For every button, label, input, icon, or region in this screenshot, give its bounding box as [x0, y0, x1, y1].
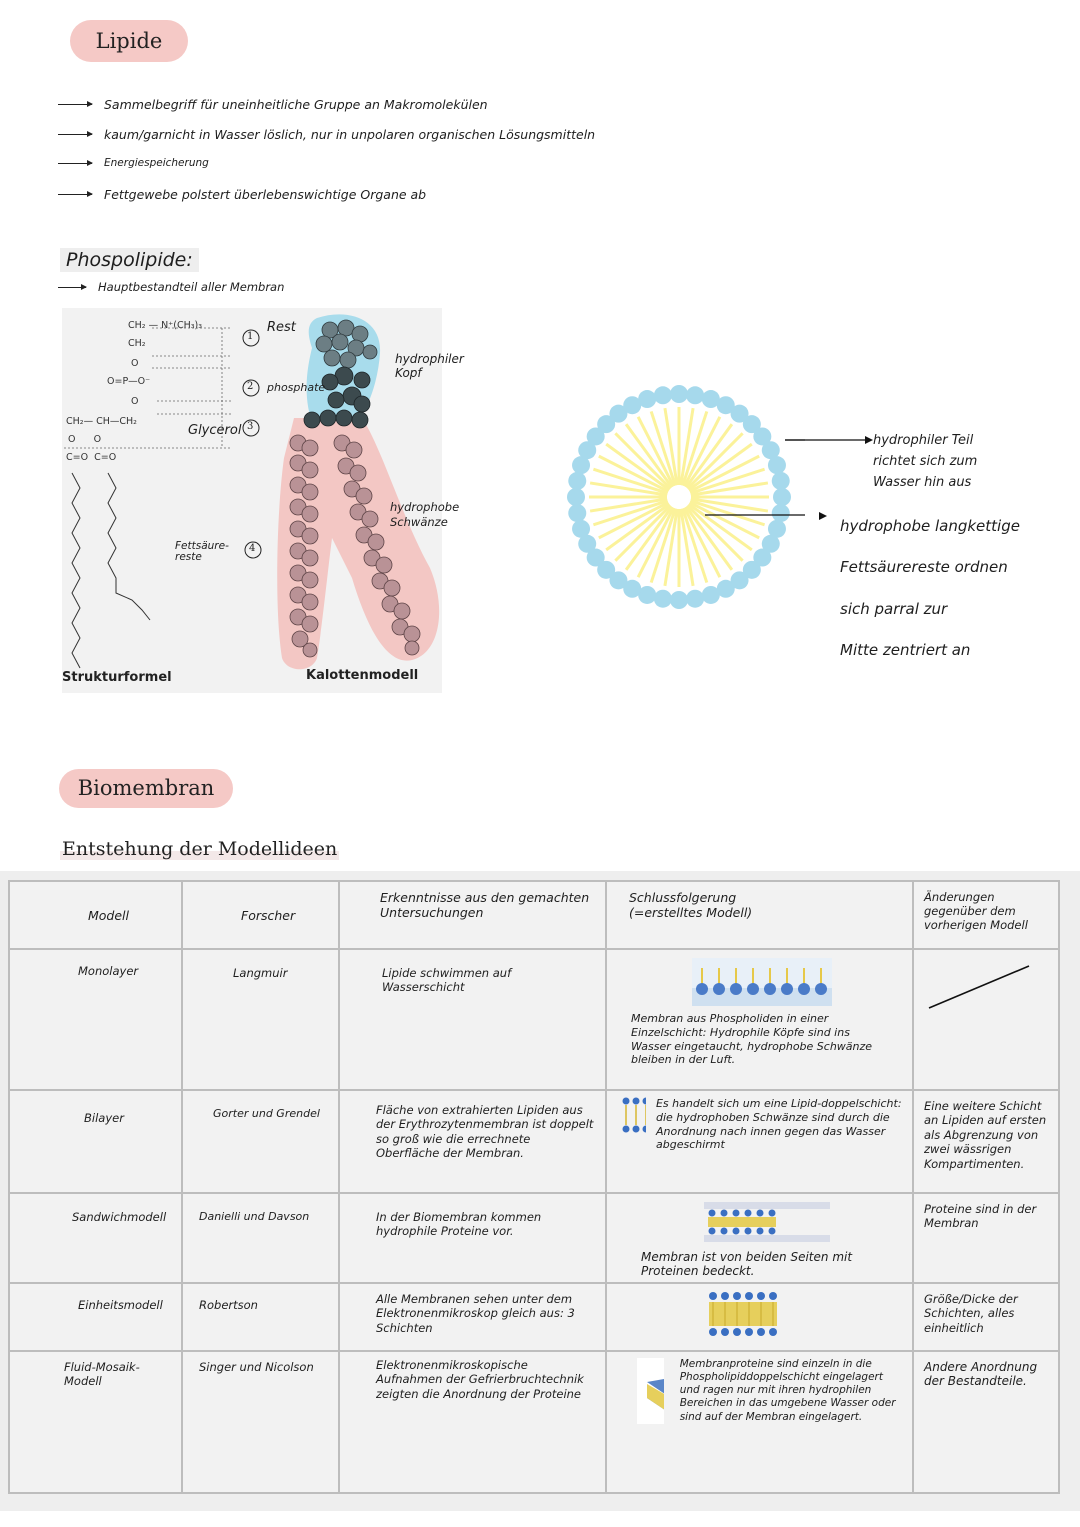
cell-modell: Monolayer: [9, 949, 182, 1090]
bullet-item: [58, 127, 595, 142]
micelle-head: [568, 472, 586, 490]
cell-forscher: Singer und Nicolson: [182, 1351, 339, 1493]
cell-schluss: [606, 1351, 913, 1493]
formula-o: O: [131, 396, 139, 407]
micelle-head: [638, 390, 656, 408]
table-row: [9, 1351, 1059, 1493]
cell-forscher: Danielli und Davson: [182, 1193, 339, 1283]
cell-erkenntnisse: Fläche von extrahierten Lipiden aus der Erythrozytenmembran ist doppelt so groß wie die errechnete Oberfläche der Membran.: [339, 1090, 606, 1193]
cell-aenderungen: [913, 949, 1059, 1090]
lipide-title: Lipide: [70, 20, 188, 62]
bullet-text: Energiespeicherung: [104, 157, 209, 169]
cell-aenderungen: Andere Anordnung der Bestandteile.: [913, 1351, 1059, 1493]
bullet-item: [58, 157, 209, 169]
header-erkenntnisse: Erkenntnisse aus den gemachten Untersuchungen: [339, 881, 606, 949]
micelle-head: [768, 456, 786, 474]
micelle-diagram: [555, 375, 805, 615]
cell-modell: Sandwichmodell: [9, 1193, 182, 1283]
cell-forscher: Gorter und Grendel: [182, 1090, 339, 1193]
table-header-row: [9, 881, 1059, 949]
arrow-icon: [58, 287, 86, 288]
phospholipide-note: [58, 280, 284, 294]
label-glycerol: Glycerol: [188, 423, 242, 438]
caption-strukturformel: Strukturformel: [62, 670, 172, 685]
cell-schluss: [606, 1193, 913, 1283]
schluss-text: Membranproteine sind einzeln in die Phospholipiddoppelschicht eingelagert und ragen nur mit ihren hydrophilen Bereichen in das umgebene Wasser oder sind auf der Membran eingelagert.: [679, 1358, 896, 1423]
number-2: 2: [247, 381, 254, 392]
formula-ch2: CH₂: [128, 338, 146, 349]
caption-kalottenmodell: Kalottenmodell: [306, 668, 419, 683]
micelle-note-hydrophil: hydrophiler Teil richtet sich zum Wasser hin aus: [873, 433, 978, 490]
label-hydrophob: hydrophobe Schwänze: [390, 500, 460, 529]
label-phosphate: phosphate: [267, 381, 326, 394]
label-hydrophil: hydrophiler Kopf: [395, 352, 464, 381]
bullet-text: Fettgewebe polstert überlebenswichtige Organe ab: [104, 187, 427, 202]
cell-erkenntnisse: In der Biomembran kommen hydrophile Proteine vor.: [339, 1193, 606, 1283]
label-rest: Rest: [267, 320, 296, 335]
cell-aenderungen: Größe/Dicke der Schichten, alles einheitlich: [913, 1283, 1059, 1351]
models-table: [8, 880, 1060, 1494]
micelle-head: [567, 488, 585, 506]
cell-erkenntnisse: Lipide schwimmen auf Wasserschicht: [339, 949, 606, 1090]
cell-erkenntnisse: Alle Membranen sehen unter dem Elektronenmikroskop gleich aus: 3 Schichten: [339, 1283, 606, 1351]
number-3: 3: [247, 421, 254, 432]
bullet-text: kaum/garnicht in Wasser löslich, nur in unpolaren organischen Lösungsmitteln: [104, 127, 596, 142]
header-forscher: Forscher: [182, 881, 339, 949]
formula-phosphate: O=P—O⁻: [107, 376, 151, 387]
header-modell: Modell: [9, 881, 182, 949]
micelle-head: [572, 520, 590, 538]
cell-forscher: Robertson: [182, 1283, 339, 1351]
arrow-icon: [58, 104, 92, 105]
micelle-head: [686, 386, 704, 404]
bullet-item: [58, 97, 488, 112]
note-line: Fettsäurereste ordnen: [840, 558, 1008, 577]
cell-forscher: Langmuir: [182, 949, 339, 1090]
biomembran-title: Biomembran: [59, 769, 233, 808]
note-line: hydrophobe langkettige: [840, 517, 1020, 535]
micelle-head: [568, 504, 586, 522]
number-4: 4: [249, 543, 256, 554]
cell-aenderungen: Eine weitere Schicht an Lipiden auf ersten als Abgrenzung von zwei wässrigen Kompartimenten.: [913, 1090, 1059, 1193]
header-aenderungen: Änderungen gegenüber dem vorherigen Modell: [913, 881, 1059, 949]
formula-oxygen: O O: [68, 434, 102, 445]
formula-o: O: [131, 358, 139, 369]
label-fettsaeure: Fettsäure- reste: [175, 540, 229, 563]
formula-ester: C=O C=O: [66, 452, 117, 463]
bilayer-block: [621, 1097, 902, 1152]
arrow-icon: [58, 134, 92, 135]
micelle-head: [654, 386, 672, 404]
table-row: [9, 949, 1059, 1090]
schluss-text: Membran ist von beiden Seiten mit Proteinen bedeckt.: [641, 1250, 853, 1278]
note-text: Hauptbestandteil aller Membran: [98, 280, 285, 294]
fluid-mosaic-block: [637, 1358, 902, 1424]
monolayer-icon: [692, 958, 832, 1006]
note-line: Mitte zentriert an: [840, 640, 971, 659]
schluss-text: Membran aus Phospholiden in einer Einzelschicht: Hydrophile Köpfe sind ins Wasser eingetaucht, hydrophobe Schwänze bleiben in der Luft.: [631, 1012, 873, 1067]
einheitsmodell-icon: [705, 1290, 815, 1338]
note-line: sich parral zur: [840, 599, 948, 618]
micelle-note-hydrophob: [840, 506, 1020, 671]
header-schluss: Schlussfolgerung (=erstelltes Modell): [606, 881, 913, 949]
table-row: [9, 1193, 1059, 1283]
sandwich-icon: [702, 1200, 832, 1244]
formula-glycerol: CH₂— CH—CH₂: [66, 416, 137, 427]
cell-modell: Bilayer: [9, 1090, 182, 1193]
cell-schluss: [606, 1283, 913, 1351]
fluid-mosaic-icon: [637, 1358, 664, 1424]
cell-erkenntnisse: Elektronenmikroskopische Aufnahmen der Gefrierbruchtechnik zeigten die Anordnung der Proteine: [339, 1351, 606, 1493]
micelle-head: [654, 590, 672, 608]
number-1: 1: [247, 331, 254, 342]
micelle-head: [686, 590, 704, 608]
phospholipide-heading: Phospolipide:: [60, 248, 199, 272]
arrow-icon: [58, 194, 92, 195]
table-row: [9, 1283, 1059, 1351]
bullet-text: Sammelbegriff für uneinheitliche Gruppe an Makromolekülen: [104, 97, 488, 112]
cell-schluss: [606, 949, 913, 1090]
bilayer-icon: [621, 1097, 646, 1133]
formula-choline: CH₂ — N⁺(CH₃)₃: [128, 320, 203, 331]
micelle-head: [670, 385, 688, 403]
phospholipid-drawing: [62, 308, 442, 693]
micelle-head: [702, 586, 720, 604]
micelle-head: [670, 591, 688, 609]
arrow-icon: [58, 163, 92, 164]
empty-slash-icon: [924, 958, 1034, 1018]
table-row: [9, 1090, 1059, 1193]
bullet-item: [58, 187, 426, 202]
cell-modell: Fluid-Mosaik-Modell: [9, 1351, 182, 1493]
biomembran-subtitle: Entstehung der Modellideen: [62, 838, 338, 860]
cell-aenderungen: Proteine sind in der Membran: [913, 1193, 1059, 1283]
cell-modell: Einheitsmodell: [9, 1283, 182, 1351]
cell-schluss: [606, 1090, 913, 1193]
schluss-text: Es handelt sich um eine Lipid-doppelschicht: die hydrophoben Schwänze sind durch die Anordnung nach innen gegen das Wasser abgeschirmt: [655, 1097, 902, 1152]
